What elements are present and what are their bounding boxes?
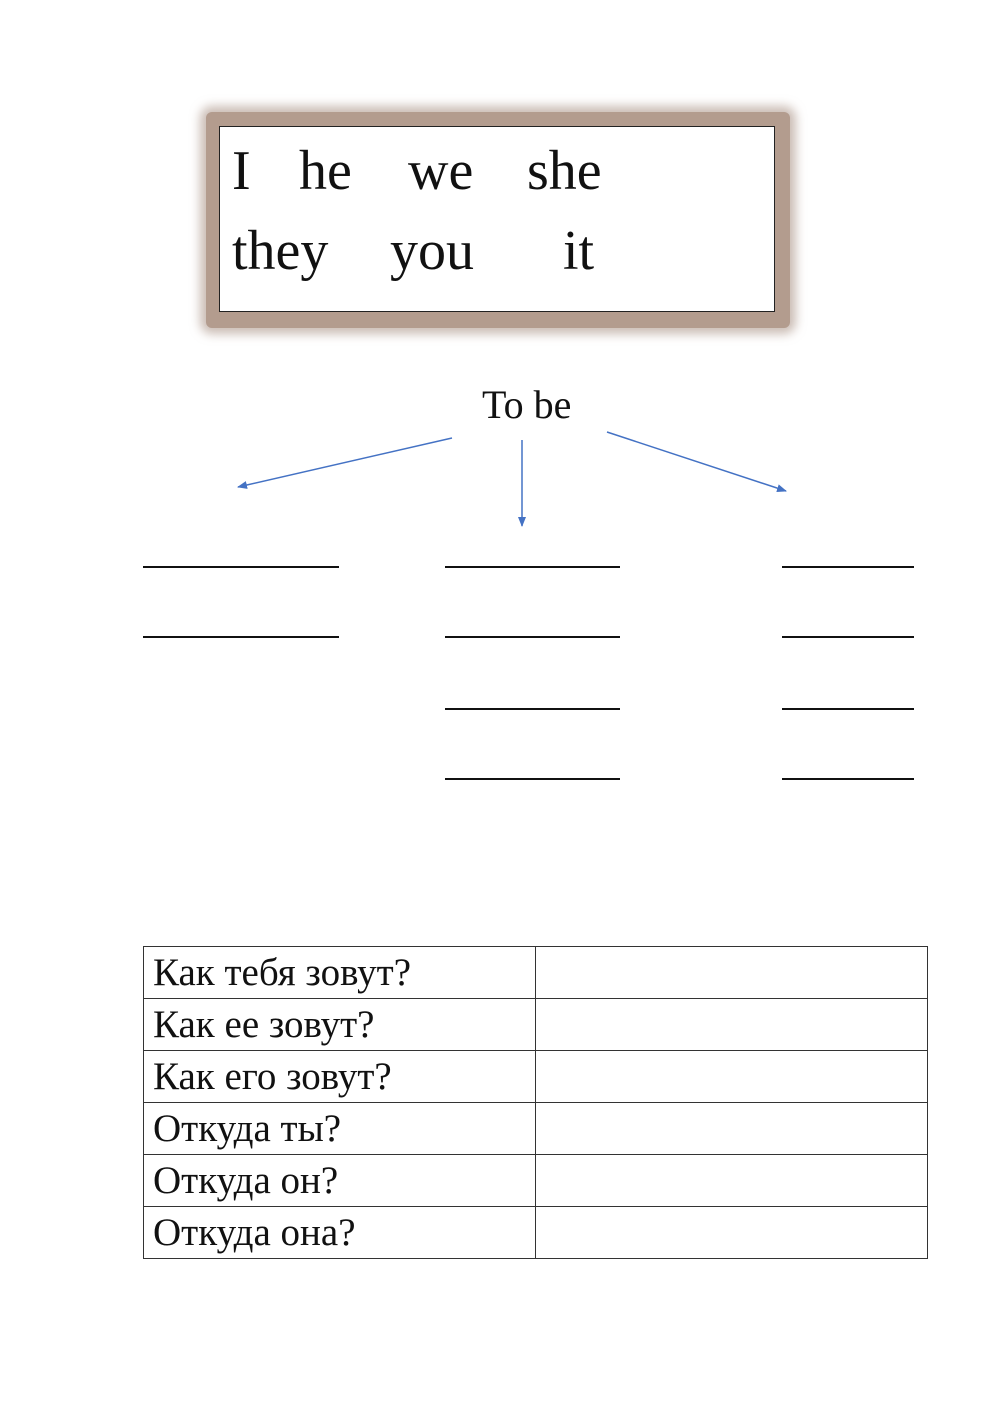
question-cell: Как его зовут? [144, 1051, 536, 1103]
table-row [144, 1207, 928, 1259]
question-cell: Как тебя зовут? [144, 947, 536, 999]
pronoun-word: he [299, 140, 352, 202]
blank-line-middle-2[interactable] [445, 636, 620, 638]
pronoun-word: I [232, 140, 251, 202]
blank-line-right-4[interactable] [782, 778, 914, 780]
blank-line-left-2[interactable] [143, 636, 339, 638]
to-be-title: To be [482, 382, 572, 427]
blank-line-right-1[interactable] [782, 566, 914, 568]
pronoun-box [219, 126, 775, 312]
answer-cell[interactable] [536, 1155, 928, 1207]
question-cell: Откуда он? [144, 1155, 536, 1207]
blank-line-middle-1[interactable] [445, 566, 620, 568]
blank-line-middle-4[interactable] [445, 778, 620, 780]
answer-cell[interactable] [536, 999, 928, 1051]
blank-line-right-3[interactable] [782, 708, 914, 710]
answer-cell[interactable] [536, 1207, 928, 1259]
pronoun-word: it [563, 220, 595, 282]
answer-cell[interactable] [536, 1103, 928, 1155]
pronoun-word: she [527, 140, 602, 202]
table-row [144, 1051, 928, 1103]
pronoun-row-1 [220, 141, 774, 201]
table-row [144, 947, 928, 999]
question-table [143, 946, 928, 1259]
arrow-right-icon [607, 432, 786, 491]
table-row [144, 999, 928, 1051]
table-row [144, 1155, 928, 1207]
pronoun-word: they [232, 220, 329, 282]
blank-line-left-1[interactable] [143, 566, 339, 568]
pronoun-row-2 [220, 221, 774, 281]
table-row [144, 1103, 928, 1155]
question-cell: Откуда она? [144, 1207, 536, 1259]
blank-line-middle-3[interactable] [445, 708, 620, 710]
answer-cell[interactable] [536, 1051, 928, 1103]
question-cell: Откуда ты? [144, 1103, 536, 1155]
question-cell: Как ее зовут? [144, 999, 536, 1051]
blank-line-right-2[interactable] [782, 636, 914, 638]
pronoun-word: we [408, 140, 474, 202]
arrow-left-icon [238, 438, 452, 487]
answer-cell[interactable] [536, 947, 928, 999]
pronoun-word: you [390, 220, 474, 282]
